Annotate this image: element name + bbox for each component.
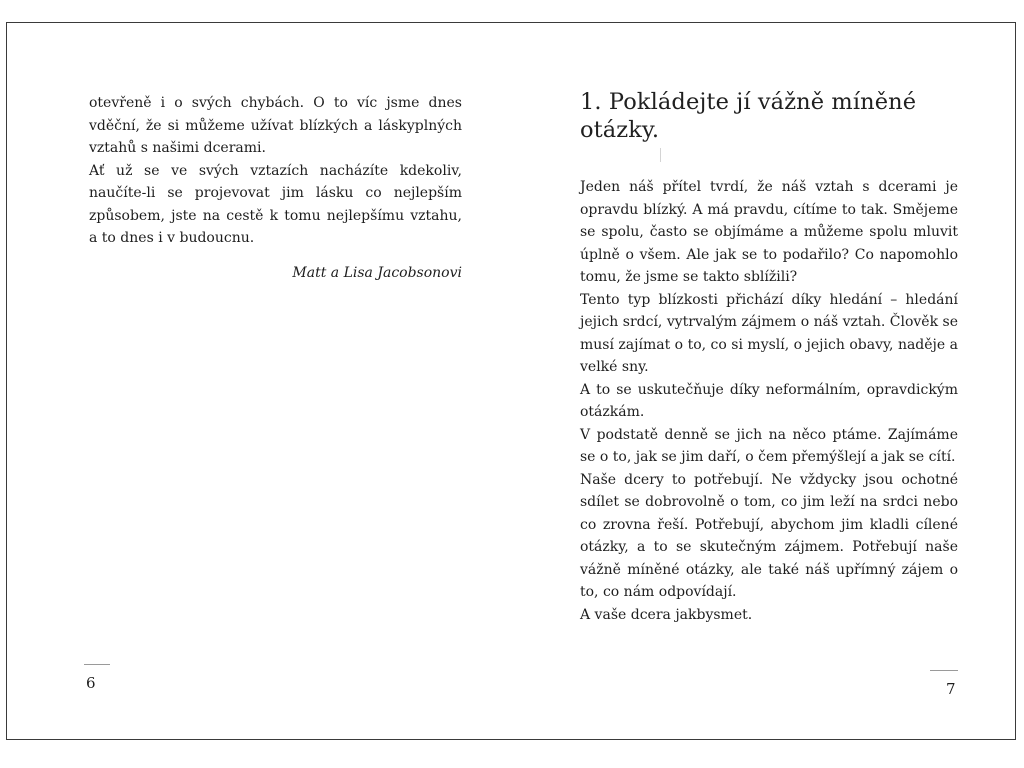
- right-paragraph-3: A to se uskutečňuje díky neformálním, opravdickým otázkám.: [580, 381, 958, 420]
- right-paragraph-4: V podstatě denně se jich na něco ptáme. Zajímáme se o to, jak se jim daří, o čem přemýšlejí a jak se cítí.: [580, 426, 958, 465]
- right-paragraph-2: Tento typ blízkosti přichází díky hledání – hledání jejich srdcí, vytrvalým zájmem o náš vztah. Člověk se musí zajímat o to, co si myslí, o jejich obavy, naděje a velké sny.: [580, 291, 958, 375]
- folio-rule-right: [930, 670, 958, 671]
- right-paragraph-5: Naše dcery to potřebují. Ne vždycky jsou ochotné sdílet se dobrovolně o tom, co jim leží na srdci nebo co zrovna řeší. Potřebují, abychom jim kladli cílené otázky, a to se skutečným zájmem. Potřebují naše vážně míněné otázky, ale také náš upřímný zájem o to, co nám odpovídají.: [580, 471, 958, 600]
- left-paragraph-2: Ať už se ve svých vztazích nacházíte kdekoliv, naučíte-li se projevovat jim lásku co nejlepším způsobem, jste na cestě k tomu nejlepšímu vztahu, a to dnes i v budoucnu.: [89, 162, 462, 246]
- chapter-title: 1. Pokládejte jí vážně míněné otázky.: [580, 89, 917, 143]
- left-page: [89, 92, 462, 284]
- page-number-right: 7: [946, 680, 956, 698]
- left-paragraph-1: otevřeně i o svých chybách. O to víc jsme dnes vděční, že si můžeme užívat blízkých a láskyplných vztahů s našimi dcerami.: [89, 95, 462, 156]
- right-paragraph-1: Jeden náš přítel tvrdí, že náš vztah s dcerami je opravdu blízký. A má pravdu, cítíme to tak. Smějeme se spolu, často se objímáme a můžeme spolu mluvit úplně o všem. Ale jak se to podařilo? Co napomohlo tomu, že jsme se takto sblížili?: [580, 179, 958, 285]
- right-paragraph-6: A vaše dcera jakbysmet.: [580, 606, 753, 623]
- right-page: [580, 88, 958, 623]
- right-body: [580, 176, 958, 626]
- scan-mark: [660, 148, 661, 162]
- page-number-left: 6: [86, 674, 96, 692]
- folio-rule-left: [84, 664, 110, 665]
- signature: Matt a Lisa Jacobsonovi: [292, 264, 462, 281]
